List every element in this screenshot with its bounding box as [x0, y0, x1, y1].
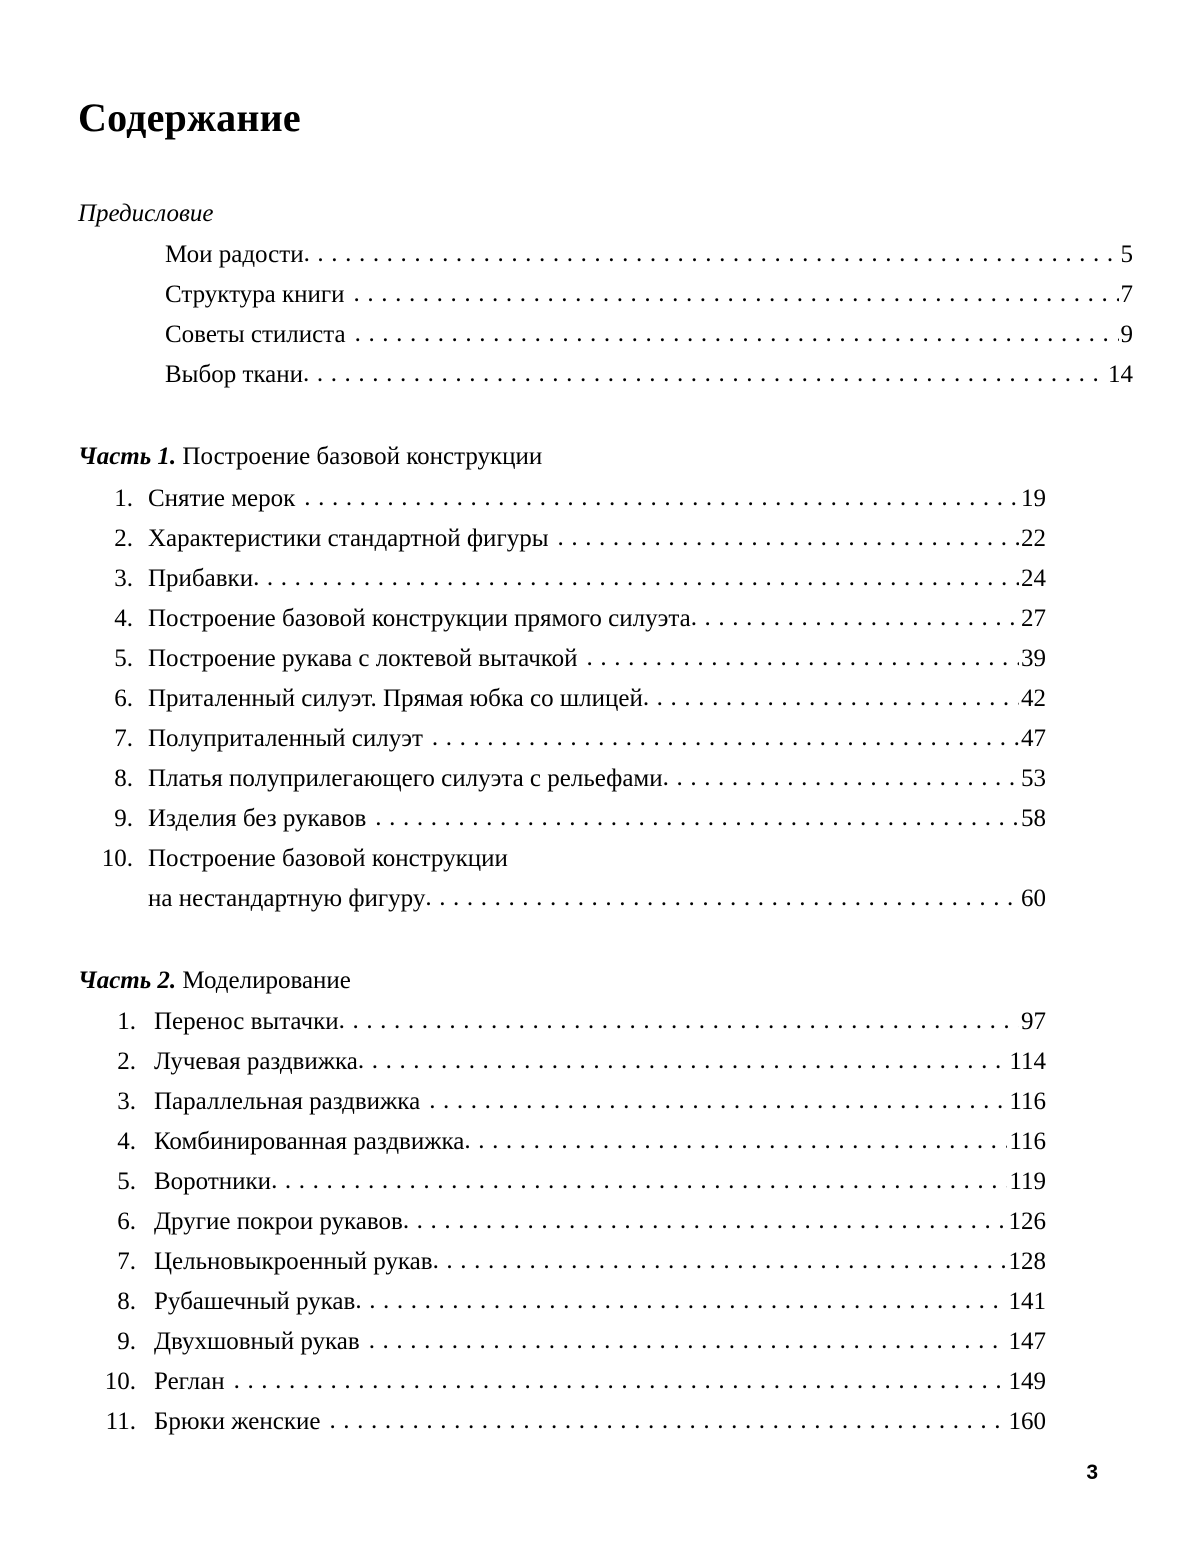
toc-entry-page-number: 9 — [1120, 321, 1133, 349]
section-heading-lead: Предисловие — [78, 200, 214, 227]
toc-entry[interactable] — [78, 879, 1046, 919]
toc-entry-label: Построение базовой конструкции прямого силуэта — [148, 604, 691, 632]
toc-entry-label: Воротники — [154, 1167, 272, 1195]
toc-entry-label: Другие покрои рукавов — [154, 1207, 403, 1235]
toc-entry-label: Построение рукава с локтевой вытачкой — [148, 644, 578, 672]
toc-entry-page-number: 141 — [1008, 1287, 1046, 1315]
toc-entry-label: на нестандартную фигуру — [148, 884, 426, 912]
toc-entry-number: 7. — [114, 724, 133, 752]
toc-entry[interactable] — [78, 719, 1046, 759]
toc-entry[interactable] — [78, 275, 1133, 315]
section-heading-lead: Часть 1. — [78, 443, 177, 471]
toc-entry-page-number: 5 — [1120, 241, 1133, 269]
toc-entry-label: Перенос вытачки — [154, 1007, 339, 1035]
toc-entry-label: Приталенный силуэт. Прямая юбка со шлицей — [148, 684, 643, 712]
toc-entry[interactable] — [78, 355, 1133, 395]
toc-dot-leader — [432, 718, 1019, 758]
toc-entry[interactable] — [78, 1162, 1046, 1202]
toc-entry-number: 6. — [117, 1207, 136, 1235]
toc-entry[interactable] — [78, 599, 1046, 639]
toc-section-preface — [78, 198, 1133, 395]
toc-entry-label: Лучевая раздвижка — [154, 1047, 358, 1075]
toc-entry-page-number: 58 — [1021, 804, 1046, 832]
toc-entry-number: 3. — [114, 564, 133, 592]
toc-entry[interactable] — [78, 1002, 1046, 1042]
toc-entry[interactable] — [78, 839, 1046, 879]
toc-entry-page-number: 7 — [1120, 281, 1133, 309]
toc-dot-leader — [464, 1121, 1007, 1161]
toc-entry-number: 2. — [114, 524, 133, 552]
toc-entry-number: 1. — [117, 1007, 136, 1035]
toc-entry-number: 10. — [104, 1367, 136, 1395]
toc-entry[interactable] — [78, 1282, 1046, 1322]
toc-entry-label: Параллельная раздвижка — [154, 1087, 421, 1115]
toc-dot-leader — [369, 1321, 1007, 1361]
toc-entry-label: Платья полуприлегающего силуэта с рельефами — [148, 764, 663, 792]
toc-entry-page-number: 60 — [1021, 884, 1046, 912]
toc-section-part2 — [78, 965, 1046, 1442]
toc-dot-leader — [355, 1281, 1006, 1321]
toc-entry[interactable] — [78, 759, 1046, 799]
toc-entry-label: Характеристики стандартной фигуры — [148, 524, 549, 552]
section-heading-lead: Часть 2. — [78, 966, 177, 994]
toc-entry-number: 4. — [117, 1127, 136, 1155]
toc-entry-number: 9. — [117, 1327, 136, 1355]
section-heading-preface — [78, 198, 1046, 229]
toc-entry-page-number: 39 — [1021, 644, 1046, 672]
toc-entry-number: 2. — [117, 1047, 136, 1075]
toc-content — [78, 95, 1133, 1442]
toc-entry-page-number: 19 — [1021, 484, 1046, 512]
toc-entry[interactable] — [78, 235, 1133, 275]
toc-entry[interactable] — [78, 1362, 1046, 1402]
toc-entry[interactable] — [78, 1042, 1046, 1082]
toc-entry-label: Структура книги — [165, 281, 345, 309]
toc-dot-leader — [234, 1361, 1007, 1401]
toc-dot-leader — [429, 1081, 1007, 1121]
toc-entry-number: 10. — [101, 844, 133, 872]
toc-entry-number: 6. — [114, 684, 133, 712]
toc-entry[interactable] — [78, 799, 1046, 839]
toc-entry[interactable] — [78, 479, 1046, 519]
toc-entry-page-number: 42 — [1021, 684, 1046, 712]
section-heading-part2 — [78, 965, 1046, 996]
toc-entry[interactable] — [78, 1122, 1046, 1162]
toc-entry-page-number: 119 — [1009, 1167, 1046, 1195]
toc-entry-number: 9. — [114, 804, 133, 832]
toc-entry[interactable] — [78, 1082, 1046, 1122]
toc-entry-number: 7. — [117, 1247, 136, 1275]
toc-entry-label: Рубашечный рукав — [154, 1287, 356, 1315]
toc-entry[interactable] — [78, 1402, 1046, 1442]
toc-entry[interactable] — [78, 679, 1046, 719]
toc-entry-page-number: 22 — [1021, 524, 1046, 552]
toc-entry-page-number: 47 — [1021, 724, 1046, 752]
toc-dot-leader — [425, 878, 1019, 918]
toc-dot-leader — [691, 598, 1019, 638]
toc-entry-label: Цельновыкроенный рукав — [154, 1247, 433, 1275]
toc-entry-page-number: 160 — [1008, 1407, 1046, 1435]
section-heading-rest: Моделирование — [176, 966, 351, 994]
toc-entry-label: Комбинированная раздвижка — [154, 1127, 465, 1155]
toc-entry[interactable] — [78, 559, 1046, 599]
toc-entry-number: 4. — [114, 604, 133, 632]
toc-entry-label: Реглан — [154, 1367, 225, 1395]
toc-entry-number: 5. — [114, 644, 133, 672]
toc-entry-page-number: 14 — [1108, 361, 1133, 389]
toc-entry-page-number: 128 — [1008, 1247, 1046, 1275]
toc-entry-page-number: 116 — [1009, 1087, 1046, 1115]
toc-entry-page-number: 126 — [1008, 1207, 1046, 1235]
toc-entry[interactable] — [78, 1322, 1046, 1362]
toc-entry-number: 5. — [117, 1167, 136, 1195]
toc-entry-label: Прибавки — [148, 564, 254, 592]
toc-entry-label: Двухшовный рукав — [154, 1327, 360, 1355]
page-title: Содержание — [78, 95, 301, 140]
toc-dot-leader — [558, 518, 1020, 558]
toc-entry-label: Мои радости — [165, 241, 304, 269]
toc-entry-number: 1. — [114, 484, 133, 512]
toc-entry[interactable] — [78, 639, 1046, 679]
toc-dot-leader — [643, 678, 1019, 718]
toc-entry-label: Построение базовой конструкции — [148, 844, 508, 872]
toc-entry-number: 8. — [117, 1287, 136, 1315]
toc-dot-leader — [403, 1201, 1007, 1241]
toc-dot-leader — [358, 1041, 1008, 1081]
toc-entry-label: Брюки женские — [154, 1407, 321, 1435]
toc-entry-page-number: 24 — [1021, 564, 1046, 592]
toc-entry[interactable] — [78, 519, 1046, 559]
folio-page-number: 3 — [1086, 1461, 1098, 1484]
toc-entry-number: 3. — [117, 1087, 136, 1115]
toc-entry-label: Изделия без рукавов — [148, 804, 367, 832]
toc-entry-label: Полуприталенный силуэт — [148, 724, 423, 752]
toc-entry-page-number: 147 — [1008, 1327, 1046, 1355]
toc-entry-label: Снятие мерок — [148, 484, 296, 512]
toc-dot-leader — [355, 314, 1119, 354]
toc-dot-leader — [303, 354, 1106, 394]
toc-dot-leader — [304, 478, 1019, 518]
toc-dot-leader — [271, 1161, 1007, 1201]
toc-entry-label: Советы стилиста — [165, 321, 346, 349]
toc-dot-leader — [304, 234, 1119, 274]
toc-sections — [78, 198, 1133, 1442]
toc-entry-page-number: 149 — [1008, 1367, 1046, 1395]
toc-dot-leader — [339, 1001, 1019, 1041]
section-heading-rest: Построение базовой конструкции — [176, 443, 543, 471]
section-heading-part1 — [78, 441, 1046, 472]
toc-entry-page-number: 53 — [1021, 764, 1046, 792]
toc-entry[interactable] — [78, 315, 1133, 355]
toc-entry[interactable] — [78, 1202, 1046, 1242]
toc-entry-number: 11. — [105, 1407, 136, 1435]
toc-entry-page-number: 116 — [1009, 1127, 1046, 1155]
toc-section-part1 — [78, 441, 1046, 918]
toc-dot-leader — [253, 558, 1019, 598]
toc-dot-leader — [375, 798, 1019, 838]
toc-entry-label: Выбор ткани — [165, 361, 303, 389]
toc-entry-number: 8. — [114, 764, 133, 792]
toc-dot-leader — [354, 274, 1119, 314]
toc-dot-leader — [433, 1241, 1007, 1281]
toc-dot-leader — [587, 638, 1019, 678]
toc-dot-leader — [663, 758, 1019, 798]
toc-entry[interactable] — [78, 1242, 1046, 1282]
toc-entry-page-number: 27 — [1021, 604, 1046, 632]
toc-dot-leader — [329, 1401, 1006, 1441]
toc-entry-page-number: 114 — [1009, 1047, 1046, 1075]
toc-entry-page-number: 97 — [1021, 1007, 1046, 1035]
